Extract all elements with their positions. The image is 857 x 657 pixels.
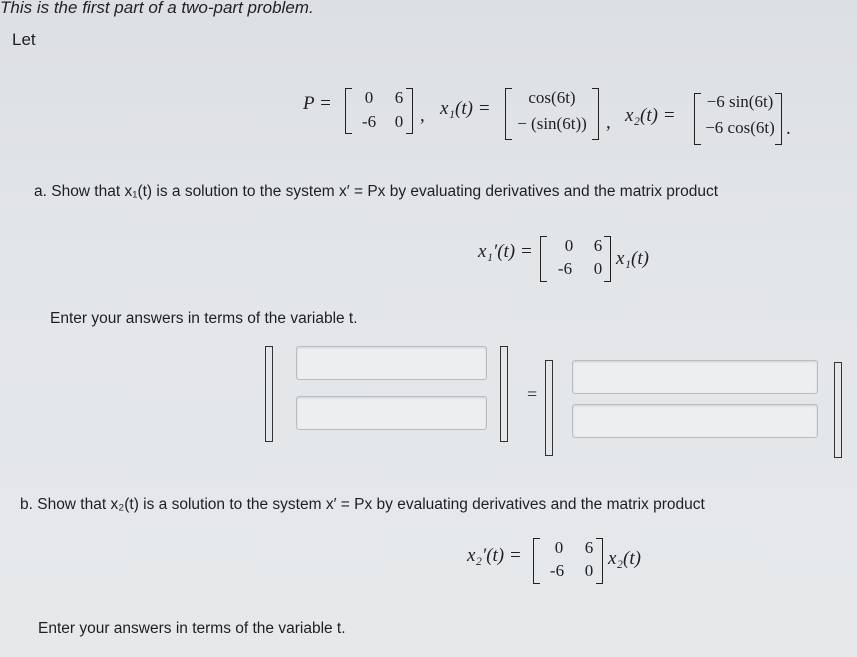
answer-input-derivative-bottom[interactable] xyxy=(296,396,487,430)
part-a-matrix-cell: 6 xyxy=(593,236,603,255)
p-matrix-cell: 6 xyxy=(394,88,404,107)
x2-vector-right-bracket xyxy=(775,93,782,145)
x2-vector-cell: −6 cos(6t) xyxy=(705,118,775,137)
answer-input-product-top[interactable] xyxy=(572,360,818,394)
part-a-lhs: x₁′(t) = xyxy=(478,241,533,262)
let-label: Let xyxy=(12,30,36,49)
p-matrix-cell: 0 xyxy=(364,88,374,107)
comma: , xyxy=(606,112,611,133)
x1-vector-left-bracket xyxy=(505,88,512,140)
x1-vector-cell: cos(6t) xyxy=(528,88,576,107)
answer-left-vector-right-bracket xyxy=(500,346,508,442)
comma: , xyxy=(420,105,425,126)
part-b-matrix-cell: 6 xyxy=(584,538,594,557)
part-a-matrix-cell: 0 xyxy=(564,236,574,255)
part-a-matrix-cell: 0 xyxy=(593,259,603,278)
part-b-matrix-cell: 0 xyxy=(554,538,564,557)
part-b-instruction: Enter your answers in terms of the variable t. xyxy=(38,620,346,637)
p-matrix-cell: -6 xyxy=(361,112,377,131)
answer-input-derivative-top[interactable] xyxy=(296,346,487,380)
part-b-lhs: x₂′(t) = xyxy=(467,545,522,566)
x1-label: x₁(t) = xyxy=(440,98,491,119)
part-a-matrix-left-bracket xyxy=(540,236,547,282)
x1-vector-cell: − (sin(6t)) xyxy=(517,114,587,133)
part-b-matrix-right-bracket xyxy=(596,538,603,584)
part-b-prompt: b. Show that x₂(t) is a solution to the system x′ = Px by evaluating derivatives and the matrix product xyxy=(20,496,705,513)
answer-right-vector-left-bracket xyxy=(545,360,553,456)
part-a-rhs: x₁(t) xyxy=(616,248,649,269)
part-b-matrix-cell: 0 xyxy=(584,561,594,580)
p-matrix-cell: 0 xyxy=(394,112,404,131)
part-b-matrix-left-bracket xyxy=(533,538,540,584)
problem-header: This is the first part of a two-part problem. xyxy=(0,0,314,17)
part-b-matrix-cell: -6 xyxy=(549,561,565,580)
x2-label: x₂(t) = xyxy=(625,105,676,126)
part-b-rhs: x₂(t) xyxy=(608,548,641,569)
equals-sign: = xyxy=(527,384,538,404)
p-label: P = xyxy=(303,93,332,114)
x2-vector-cell: −6 sin(6t) xyxy=(706,92,774,111)
period: . xyxy=(786,118,791,139)
answer-right-vector-right-bracket xyxy=(834,362,842,458)
answer-input-product-bottom[interactable] xyxy=(572,404,818,438)
p-matrix-right-bracket xyxy=(406,88,413,134)
p-matrix-left-bracket xyxy=(345,88,352,134)
answer-left-vector-left-bracket xyxy=(265,346,273,442)
x1-vector-right-bracket xyxy=(592,88,599,140)
part-a-matrix-cell: -6 xyxy=(557,259,573,278)
part-a-matrix-right-bracket xyxy=(604,236,611,282)
part-a-instruction: Enter your answers in terms of the variable t. xyxy=(50,310,358,327)
part-a-prompt: a. Show that x₁(t) is a solution to the system x′ = Px by evaluating derivatives and the matrix product xyxy=(34,183,719,200)
